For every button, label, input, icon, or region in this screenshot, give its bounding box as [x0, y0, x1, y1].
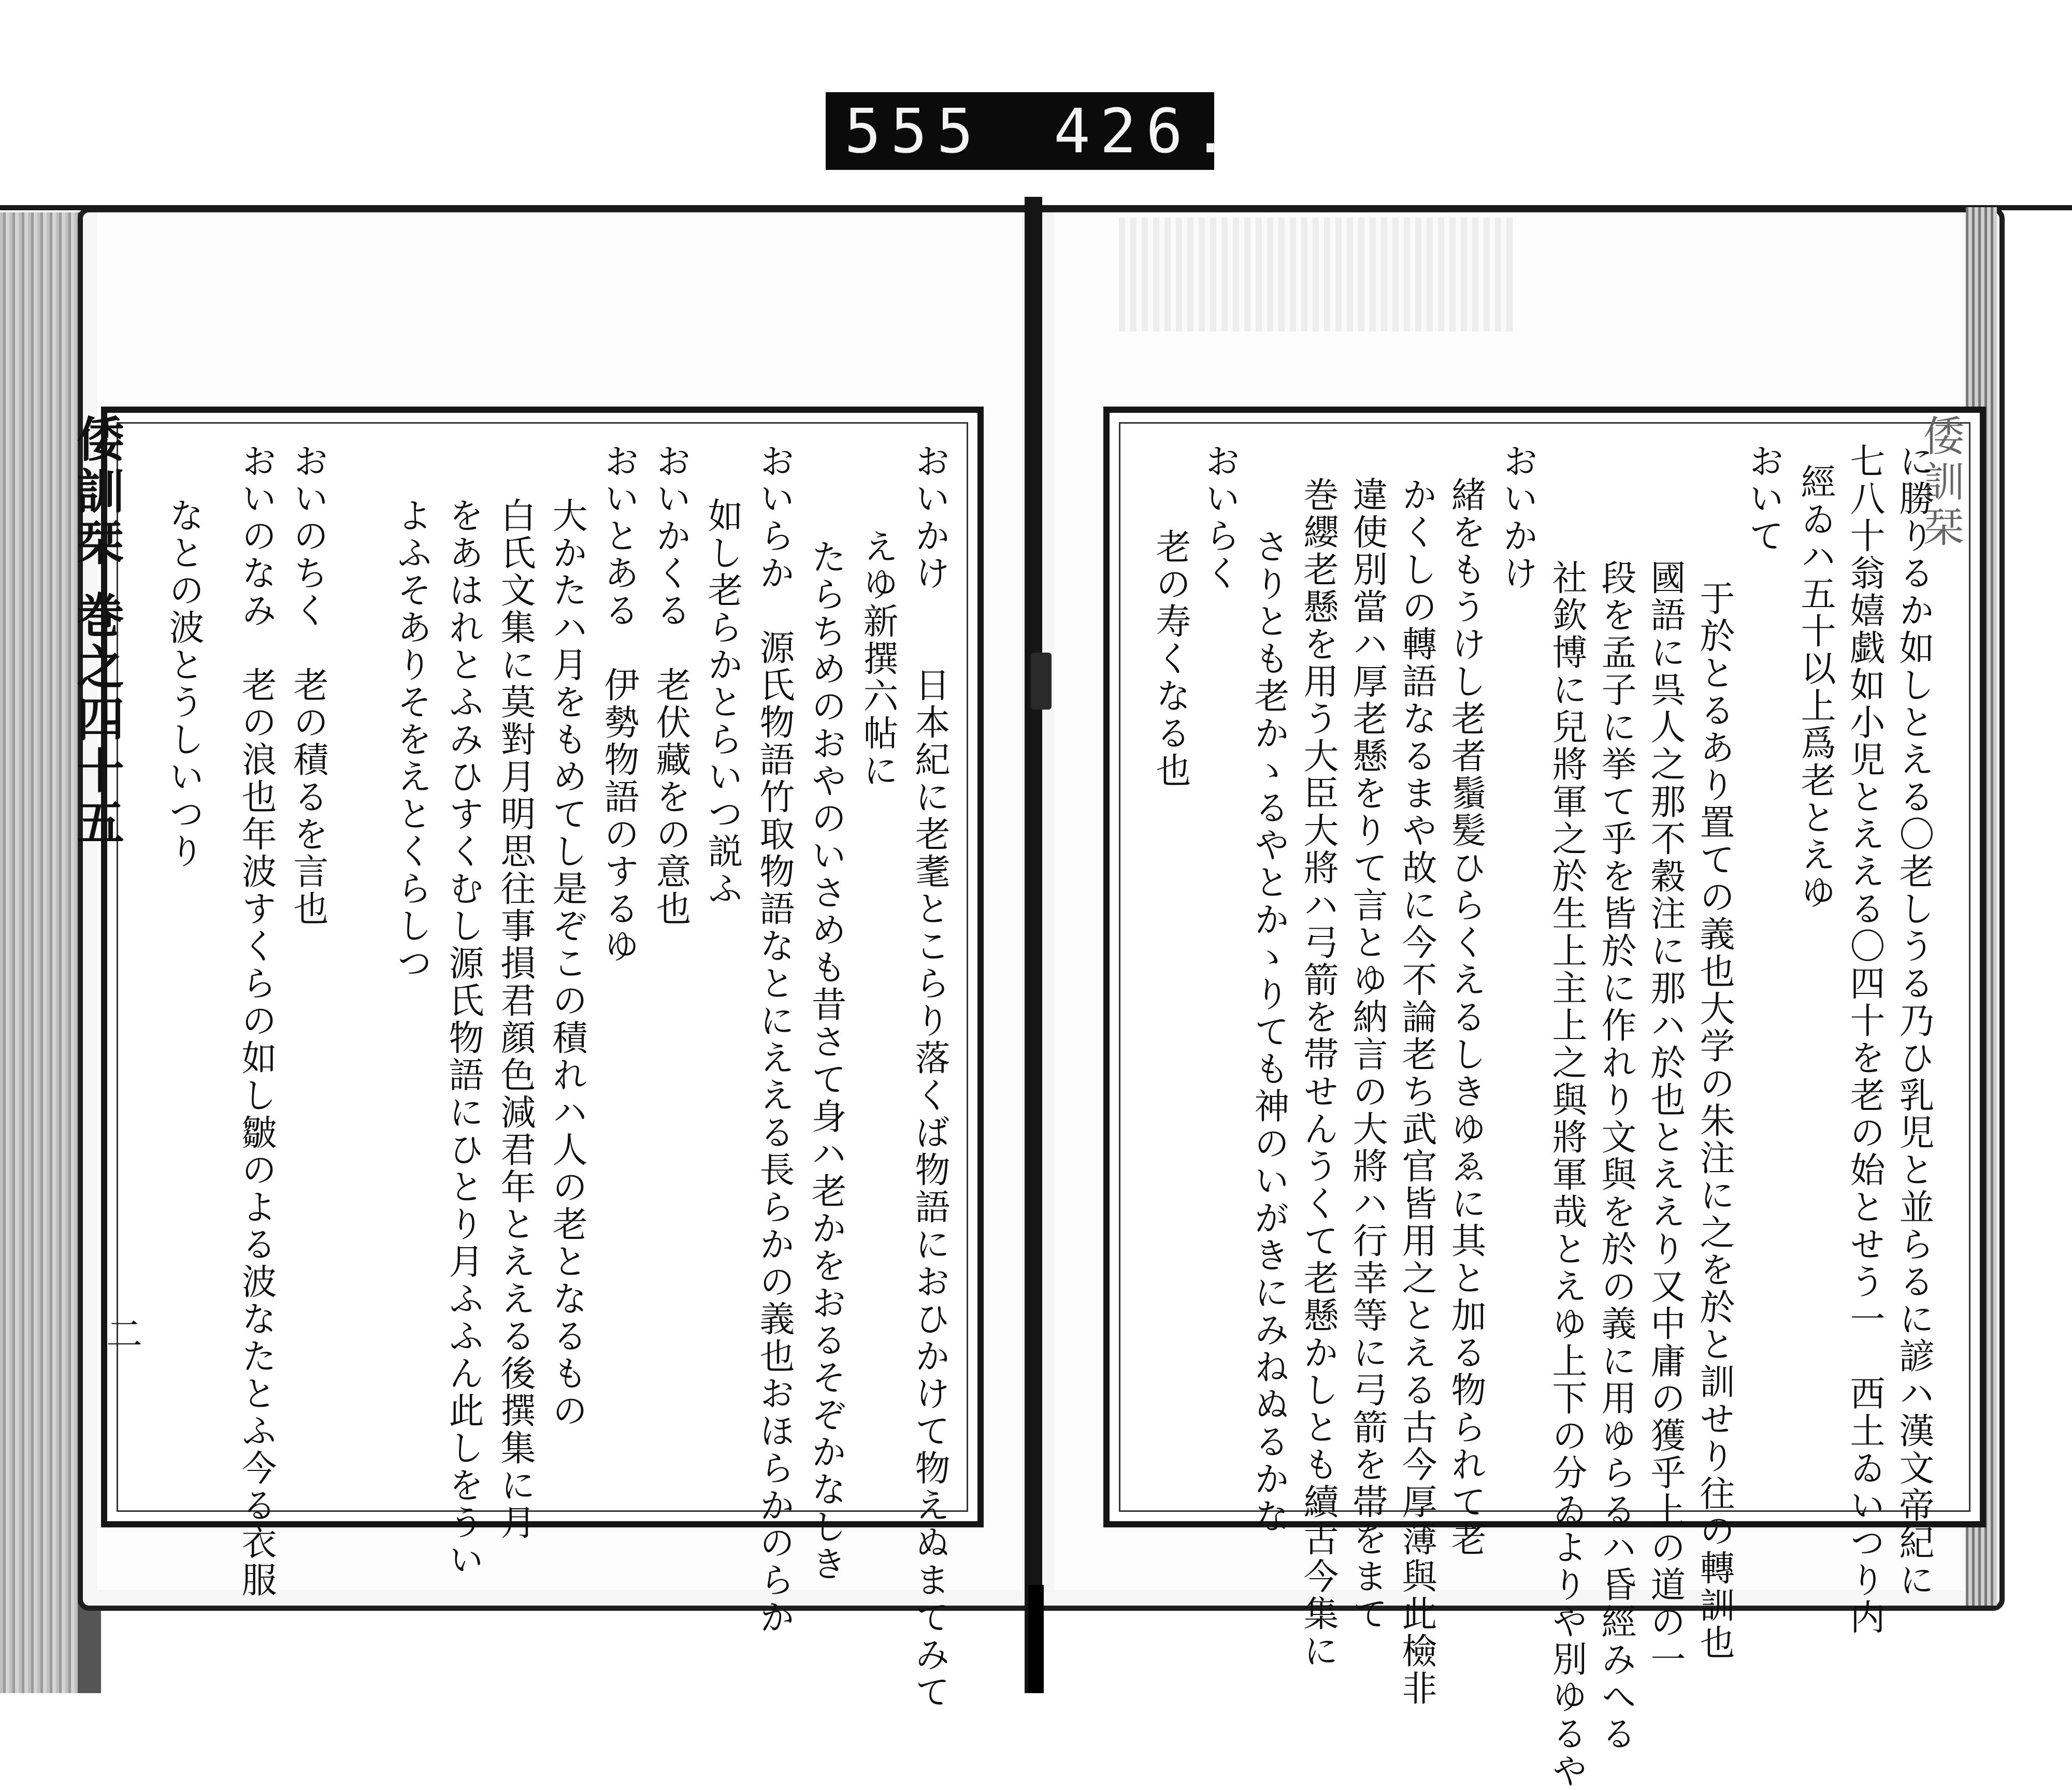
- running-title-right: 倭訓栞: [1916, 414, 1964, 551]
- text-column: たらちめのおやのいさめも昔さて身ハ老かをおるそぞかなしき: [805, 539, 846, 1583]
- text-column: に勝りるか如しとえる〇老しうる乃ひ乳児と並らるに諺ハ漢文帝紀に: [1893, 443, 1934, 1599]
- text-column: おいのちく 老の積るを言也: [287, 443, 328, 928]
- text-column: おいとある 伊勢物語のするゆ: [598, 443, 639, 965]
- text-column: おいのなみ 老の浪也年波すくらの如し皺のよる波なたとふ今る衣服: [236, 443, 277, 1599]
- text-column: なとの波とうしいつり: [163, 497, 204, 870]
- text-column: おいかけ: [1497, 443, 1538, 592]
- text-column: 白氏文集に莫對月明思往事損君顔色減君年とええる後撰集に月: [495, 497, 536, 1541]
- book-gutter: [1025, 197, 1042, 1693]
- text-column: 七八十翁嬉戯如小児とええる〇四十を老の始とせう一 西土ゐいつり内: [1844, 443, 1885, 1636]
- text-column: 緒をもうけし老者鬚髪ひらくえるしきゆゑに其と加る物られて老: [1445, 477, 1486, 1558]
- text-column: 巻纓老懸を用う大臣大將ハ弓箭を帯せんうくて老懸かしとも續古今集に: [1298, 477, 1339, 1670]
- text-column: 如し老らかとらいつ説ふ: [702, 497, 743, 907]
- running-title-left: [101, 414, 131, 1398]
- text-column: おいかくる 老伏藏をの意也: [650, 443, 691, 928]
- text-column: をあはれとふみひすくむし源氏物語にひとり月ふふん此しをうい: [443, 497, 484, 1579]
- text-frame-left: [101, 407, 984, 1527]
- text-column: 經ゐハ五十以上爲老とえゆ: [1795, 464, 1836, 911]
- text-column: 社欽博に兒將軍之於生上主上之與將軍哉とえゆ上下の分ゐよりや別ゆるや: [1546, 559, 1587, 1790]
- gutter-marker: [1031, 653, 1052, 710]
- text-column: 國語に呉人之那不穀注に那ハ於也とええり又中庸の獲乎上の道の一: [1645, 559, 1686, 1678]
- text-column: 大かたハ月をもめてし是ぞこの積れハ人の老となるもの: [546, 497, 587, 1430]
- text-column: おいらく: [1199, 443, 1240, 592]
- folio-number: 二: [106, 1313, 142, 1355]
- gutter-foot: [1028, 1585, 1044, 1693]
- text-column: よふそありそをえとくらしつ: [391, 497, 432, 982]
- label-number-right: 426.: [1054, 95, 1239, 167]
- text-column: 老の寿くなる也: [1150, 528, 1191, 789]
- text-column: えゆ新撰六帖に: [857, 528, 898, 789]
- text-column: かくしの轉語なるまや故に今不論老ち武官皆用之とえる古今厚薄與此檢非: [1396, 477, 1437, 1707]
- text-column: おいらか 源氏物語竹取物語なとにええる長らかの義也おほらかのらか: [754, 443, 795, 1636]
- text-column: 違使別當ハ厚老懸をりて言とゆ納言の大將ハ行幸等に弓箭を帯をまて: [1347, 477, 1388, 1633]
- catalogue-label: [826, 92, 1239, 170]
- text-column: おいかけ 日本紀に老耄とこらり落くば物語におひかけて物えぬまてみて: [909, 443, 950, 1711]
- text-column: おいて: [1743, 443, 1784, 555]
- text-column: さりとも老かゝるやとかゝりても神のいがきにみねぬるかな: [1248, 528, 1289, 1535]
- faint-stamp-impression: [1119, 218, 1513, 331]
- label-number-left: 555: [844, 95, 983, 167]
- text-column: 段を孟子に挙て乎を皆於に作れり文與を於の義に用ゆらるハ昏經みへる: [1595, 559, 1636, 1753]
- text-column: 于於とるあり置ての義也大学の朱注に之を於と訓せり往の轉訓也: [1694, 580, 1735, 1662]
